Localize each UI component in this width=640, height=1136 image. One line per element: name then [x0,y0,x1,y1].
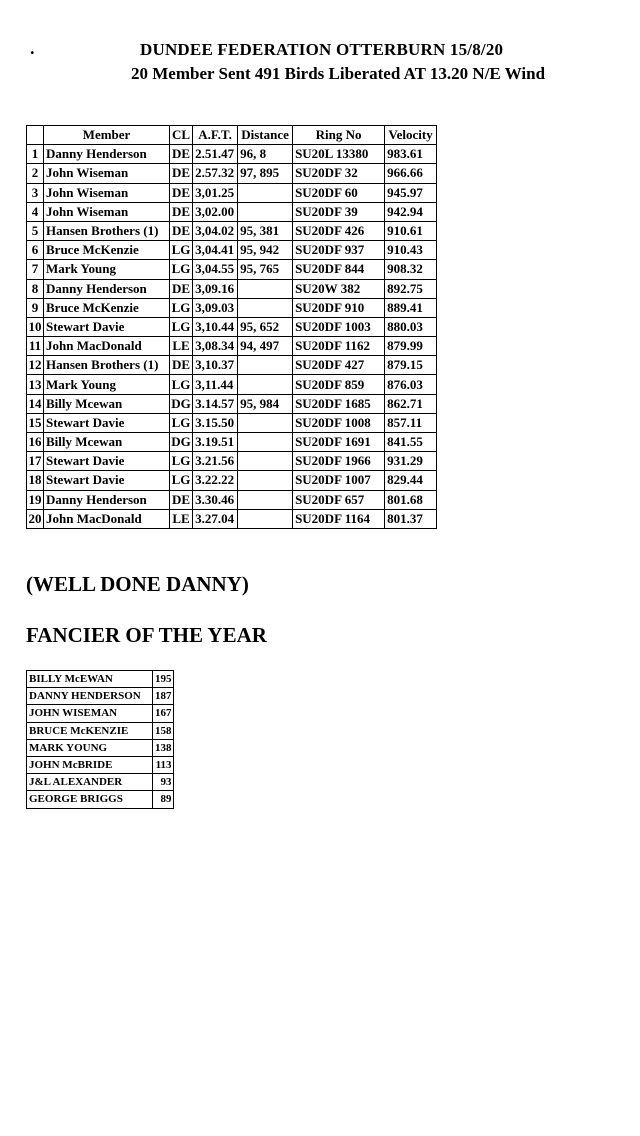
member-cell: Stewart Davie [44,413,170,432]
table-row [27,413,437,432]
fancier-points-cell: 89 [153,791,174,808]
table-row [27,756,174,773]
page-title: DUNDEE FEDERATION OTTERBURN 15/8/20 [140,40,504,59]
position-cell: 13 [27,375,44,394]
aft-cell: 3,09.16 [193,279,238,298]
member-cell: Mark Young [44,260,170,279]
aft-cell: 2.57.32 [193,164,238,183]
position-cell: 7 [27,260,44,279]
fancier-name-cell: JOHN WISEMAN [27,705,153,722]
class-cell: LG [170,298,193,317]
fancier-points-cell: 167 [153,705,174,722]
position-cell: 16 [27,433,44,452]
velocity-cell: 983.61 [385,145,437,164]
table-row [27,241,437,260]
table-row [27,739,174,756]
position-cell: 18 [27,471,44,490]
aft-cell: 3,10.37 [193,356,238,375]
aft-cell: 3,10.44 [193,317,238,336]
distance-cell [238,356,293,375]
velocity-cell: 876.03 [385,375,437,394]
aft-cell: 2.51.47 [193,145,238,164]
col-header-velocity: Velocity [385,126,437,145]
velocity-cell: 857.11 [385,413,437,432]
distance-cell [238,471,293,490]
table-row [27,164,437,183]
aft-cell: 3.30.46 [193,490,238,509]
member-cell: Danny Henderson [44,279,170,298]
position-cell: 10 [27,317,44,336]
position-cell: 3 [27,183,44,202]
aft-cell: 3,09.03 [193,298,238,317]
fancier-name-cell: GEORGE BRIGGS [27,791,153,808]
aft-cell: 3,04.55 [193,260,238,279]
table-row [27,279,437,298]
table-row [27,202,437,221]
distance-cell: 95, 942 [238,241,293,260]
distance-cell: 97, 895 [238,164,293,183]
position-cell: 2 [27,164,44,183]
fancier-of-year-heading: FANCIER OF THE YEAR [26,623,267,647]
member-cell: Billy Mcewan [44,394,170,413]
member-cell: John MacDonald [44,337,170,356]
position-cell: 8 [27,279,44,298]
page-subtitle: 20 Member Sent 491 Birds Liberated AT 13.20 N/E Wind [131,64,546,83]
velocity-cell: 945.97 [385,183,437,202]
position-cell: 5 [27,221,44,240]
ring-no-cell: SU20DF 937 [293,241,385,260]
velocity-cell: 889.41 [385,298,437,317]
member-cell: John MacDonald [44,509,170,528]
member-cell: John Wiseman [44,202,170,221]
table-row [27,722,174,739]
aft-cell: 3.14.57 [193,394,238,413]
table-row [27,260,437,279]
member-cell: Danny Henderson [44,490,170,509]
class-cell: DE [170,279,193,298]
aft-cell: 3,04.02 [193,221,238,240]
fancier-name-cell: DANNY HENDERSON [27,688,153,705]
ring-no-cell: SU20DF 1164 [293,509,385,528]
class-cell: DE [170,164,193,183]
class-cell: LE [170,509,193,528]
table-row [27,145,437,164]
aft-cell: 3.27.04 [193,509,238,528]
class-cell: DE [170,221,193,240]
ring-no-cell: SU20DF 39 [293,202,385,221]
member-cell: Hansen Brothers (1) [44,356,170,375]
distance-cell: 95, 381 [238,221,293,240]
position-cell: 15 [27,413,44,432]
table-row [27,471,437,490]
fancier-of-year-table [26,670,174,809]
table-row [27,394,437,413]
velocity-cell: 892.75 [385,279,437,298]
member-cell: John Wiseman [44,164,170,183]
velocity-cell: 801.68 [385,490,437,509]
ring-no-cell: SU20DF 1008 [293,413,385,432]
aft-cell: 3.21.56 [193,452,238,471]
ring-no-cell: SU20DF 427 [293,356,385,375]
velocity-cell: 910.43 [385,241,437,260]
ring-no-cell: SU20DF 32 [293,164,385,183]
col-header-aft: A.F.T. [193,126,238,145]
velocity-cell: 801.37 [385,509,437,528]
table-row [27,375,437,394]
aft-cell: 3,04.41 [193,241,238,260]
position-cell: 1 [27,145,44,164]
ring-no-cell: SU20DF 426 [293,221,385,240]
class-cell: LG [170,375,193,394]
aft-cell: 3,08.34 [193,337,238,356]
table-row [27,183,437,202]
position-cell: 19 [27,490,44,509]
table-row [27,671,174,688]
ring-no-cell: SU20DF 657 [293,490,385,509]
aft-cell: 3.22.22 [193,471,238,490]
velocity-cell: 879.99 [385,337,437,356]
ring-no-cell: SU20DF 910 [293,298,385,317]
distance-cell: 94, 497 [238,337,293,356]
table-row [27,356,437,375]
fancier-points-cell: 195 [153,671,174,688]
class-cell: LG [170,452,193,471]
fancier-name-cell: BRUCE McKENZIE [27,722,153,739]
member-cell: Mark Young [44,375,170,394]
col-header-member: Member [44,126,170,145]
class-cell: LG [170,241,193,260]
table-row [27,298,437,317]
table-row [27,317,437,336]
results-header-row [27,126,437,145]
aft-cell: 3,02.00 [193,202,238,221]
fancier-points-cell: 93 [153,774,174,791]
position-cell: 11 [27,337,44,356]
col-header-position [27,126,44,145]
class-cell: LE [170,337,193,356]
member-cell: John Wiseman [44,183,170,202]
member-cell: Stewart Davie [44,471,170,490]
table-row [27,688,174,705]
member-cell: Bruce McKenzie [44,241,170,260]
aft-cell: 3.19.51 [193,433,238,452]
distance-cell [238,183,293,202]
aft-cell: 3,01.25 [193,183,238,202]
fancier-name-cell: MARK YOUNG [27,739,153,756]
ring-no-cell: SU20W 382 [293,279,385,298]
col-header-distance: Distance [238,126,293,145]
distance-cell [238,298,293,317]
class-cell: LG [170,317,193,336]
fancier-points-cell: 138 [153,739,174,756]
position-cell: 4 [27,202,44,221]
velocity-cell: 931.29 [385,452,437,471]
ring-no-cell: SU20DF 1691 [293,433,385,452]
distance-cell: 96, 8 [238,145,293,164]
fancier-points-cell: 113 [153,756,174,773]
velocity-cell: 910.61 [385,221,437,240]
member-cell: Stewart Davie [44,452,170,471]
velocity-cell: 908.32 [385,260,437,279]
fancier-name-cell: J&L ALEXANDER [27,774,153,791]
class-cell: DE [170,183,193,202]
velocity-cell: 879.15 [385,356,437,375]
velocity-cell: 880.03 [385,317,437,336]
distance-cell [238,509,293,528]
ring-no-cell: SU20DF 1162 [293,337,385,356]
table-row [27,490,437,509]
class-cell: LG [170,260,193,279]
distance-cell [238,202,293,221]
class-cell: LG [170,413,193,432]
results-body [27,145,437,529]
member-cell: Danny Henderson [44,145,170,164]
class-cell: DG [170,394,193,413]
table-row [27,433,437,452]
position-cell: 12 [27,356,44,375]
aft-cell: 3.15.50 [193,413,238,432]
position-cell: 17 [27,452,44,471]
fancier-points-cell: 187 [153,688,174,705]
ring-no-cell: SU20DF 1685 [293,394,385,413]
class-cell: DE [170,145,193,164]
distance-cell [238,433,293,452]
member-cell: Hansen Brothers (1) [44,221,170,240]
ring-no-cell: SU20DF 60 [293,183,385,202]
table-row [27,509,437,528]
ring-no-cell: SU20DF 844 [293,260,385,279]
aft-cell: 3,11.44 [193,375,238,394]
ring-no-cell: SU20L 13380 [293,145,385,164]
ring-no-cell: SU20DF 1007 [293,471,385,490]
ring-no-cell: SU20DF 859 [293,375,385,394]
velocity-cell: 829.44 [385,471,437,490]
class-cell: DE [170,356,193,375]
distance-cell [238,452,293,471]
class-cell: DG [170,433,193,452]
position-cell: 20 [27,509,44,528]
distance-cell: 95, 765 [238,260,293,279]
member-cell: Stewart Davie [44,317,170,336]
fancier-name-cell: BILLY McEWAN [27,671,153,688]
col-header-ring-no: Ring No [293,126,385,145]
distance-cell: 95, 984 [238,394,293,413]
foty-body [27,671,174,809]
velocity-cell: 942.94 [385,202,437,221]
col-header-class: CL [170,126,193,145]
distance-cell [238,279,293,298]
member-cell: Bruce McKenzie [44,298,170,317]
well-done-banner: (WELL DONE DANNY) [26,572,249,596]
fancier-points-cell: 158 [153,722,174,739]
position-cell: 9 [27,298,44,317]
position-cell: 6 [27,241,44,260]
distance-cell: 95, 652 [238,317,293,336]
table-row [27,337,437,356]
position-cell: 14 [27,394,44,413]
class-cell: DE [170,202,193,221]
class-cell: DE [170,490,193,509]
velocity-cell: 841.55 [385,433,437,452]
table-row [27,774,174,791]
fancier-name-cell: JOHN McBRIDE [27,756,153,773]
table-row [27,221,437,240]
distance-cell [238,413,293,432]
table-row [27,791,174,808]
member-cell: Billy Mcewan [44,433,170,452]
leading-dot: . [30,38,35,58]
distance-cell [238,375,293,394]
velocity-cell: 862.71 [385,394,437,413]
table-row [27,452,437,471]
table-row [27,705,174,722]
ring-no-cell: SU20DF 1966 [293,452,385,471]
ring-no-cell: SU20DF 1003 [293,317,385,336]
velocity-cell: 966.66 [385,164,437,183]
race-results-table [26,125,437,529]
class-cell: LG [170,471,193,490]
distance-cell [238,490,293,509]
